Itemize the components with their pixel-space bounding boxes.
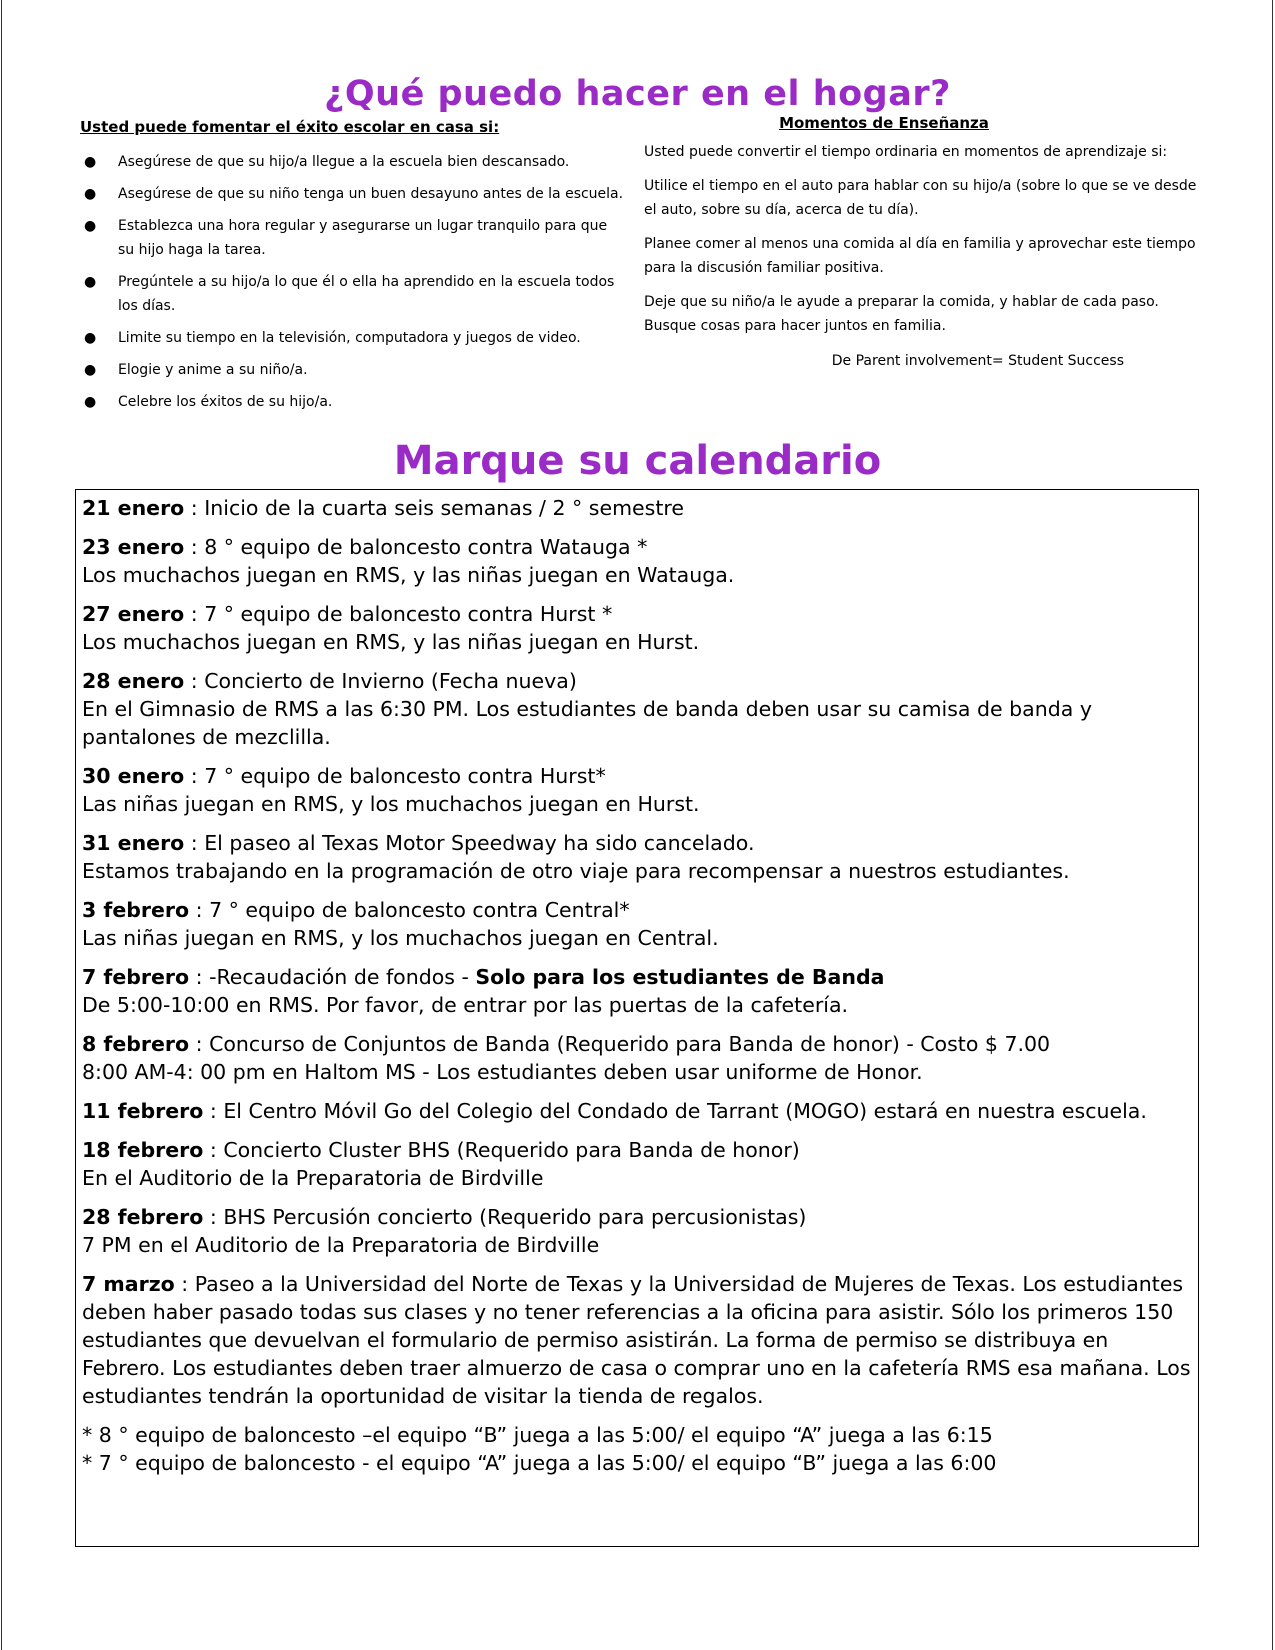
event-text: Paseo a la Universidad del Norte de Texas y la Universidad de Mujeres de Texas. Los estudiantes deben haber pasado todas sus clases y no tener referencias a la oficina para asistir. Sólo los primeros 150 estudiantes que devuelvan el formulario de permiso asistirán. La forma de permiso se distribuya en Febrero. Los estudiantes deben traer almuerzo de casa o comprar uno en la cafetería RMS esa mañana. Los estudiantes tendrán la oportunidad de visitar la tienda de regalos. [82,1272,1191,1408]
tip-item [80,358,625,382]
bullet-icon: ● [84,394,97,410]
event-separator: : [189,1032,210,1056]
calendar-event [82,829,1192,885]
tip-text: Limite su tiempo en la televisión, computadora y juegos de video. [118,330,581,346]
event-text: BHS Percusión concierto (Requerido para percusionistas) [223,1205,807,1229]
event-text: El Centro Móvil Go del Colegio del Condado de Tarrant (MOGO) estará en nuestra escuela. [223,1099,1147,1123]
event-detail: En el Gimnasio de RMS a las 6:30 PM. Los estudiantes de banda deben usar su camisa de banda y pantalones de mezclilla. [82,697,1092,749]
event-separator: : [184,764,205,788]
event-date: 21 enero [82,496,185,520]
event-separator: : [184,602,205,626]
event-detail: 7 PM en el Auditorio de la Preparatoria de Birdville [82,1233,600,1257]
bullet-icon: ● [84,330,97,346]
event-separator: : [203,1205,224,1229]
bullet-icon: ● [84,362,97,378]
event-text: Concierto de Invierno (Fecha nueva) [204,669,577,693]
teaching-moment-paragraph: Planee comer al menos una comida al día en familia y aprovechar este tiempo para la discusión familiar positiva. [644,236,1196,276]
calendar-event [82,667,1192,751]
event-text: 7 ° equipo de baloncesto contra Central* [209,898,630,922]
event-separator: : [189,965,210,989]
event-date: 28 febrero [82,1205,204,1229]
calendar-event [82,533,1192,589]
calendar-event [82,494,1192,522]
event-separator: : [184,831,205,855]
event-separator: : [203,1138,224,1162]
event-separator: : [189,898,210,922]
home-tips-list [80,150,625,414]
event-date: 7 febrero [82,965,190,989]
calendar-event [82,1203,1192,1259]
calendar-box [75,489,1199,1547]
event-separator: : [203,1099,224,1123]
calendar-event [82,1136,1192,1192]
page-title: ¿Qué puedo hacer en el hogar? [324,74,951,114]
event-text: -Recaudación de fondos - [209,965,476,989]
event-date: 11 febrero [82,1099,204,1123]
event-emphasis: Solo para los estudiantes de Banda [475,965,885,989]
event-detail: 8:00 AM-4: 00 pm en Haltom MS - Los estudiantes deben usar uniforme de Honor. [82,1060,923,1084]
event-detail: Estamos trabajando en la programación de otro viaje para recompensar a nuestros estudiantes. [82,859,1070,883]
event-date: 27 enero [82,602,185,626]
event-detail: Las niñas juegan en RMS, y los muchachos juegan en Central. [82,926,719,950]
left-page-edge [1,0,2,1650]
event-separator: : [174,1272,195,1296]
teaching-moments-section [644,114,1204,378]
bullet-icon: ● [84,154,97,170]
source-citation: De Parent involvement= Student Success [831,353,1124,369]
event-text: 8 ° equipo de baloncesto contra Watauga * [204,535,648,559]
event-date: 7 marzo [82,1272,175,1296]
event-text: Inicio de la cuarta seis semanas / 2 ° semestre [204,496,684,520]
bullet-icon: ● [84,186,97,202]
teaching-moments-body [644,140,1204,338]
calendar-event [82,1097,1192,1125]
event-text: 7 ° equipo de baloncesto contra Hurst * [204,602,613,626]
home-tips-heading: Usted puede fomentar el éxito escolar en casa si: [80,118,500,136]
event-separator: : [184,535,205,559]
event-detail: Los muchachos juegan en RMS, y las niñas juegan en Hurst. [82,630,700,654]
tip-item [80,270,625,318]
calendar-event [82,1270,1192,1410]
event-detail: Los muchachos juegan en RMS, y las niñas juegan en Watauga. [82,563,735,587]
teaching-moment-paragraph: Deje que su niño/a le ayude a preparar la comida, y hablar de cada paso. Busque cosas para hacer juntos en familia. [644,294,1159,334]
calendar-event [82,1030,1192,1086]
event-date: 31 enero [82,831,185,855]
event-detail: Las niñas juegan en RMS, y los muchachos juegan en Hurst. [82,792,700,816]
teaching-moment-paragraph: Usted puede convertir el tiempo ordinaria en momentos de aprendizaje si: [644,144,1168,160]
tip-text: Establezca una hora regular y asegurarse un lugar tranquilo para que su hijo haga la tarea. [118,218,608,258]
bullet-icon: ● [84,274,97,290]
event-text: Concierto Cluster BHS (Requerido para Banda de honor) [223,1138,800,1162]
home-tips-section [80,118,625,422]
tip-item [80,214,625,262]
calendar-event [82,963,1192,1019]
calendar-event [82,762,1192,818]
tip-text: Elogie y anime a su niño/a. [118,362,308,378]
calendar-footnotes [82,1421,1192,1477]
teaching-moments-heading: Momentos de Enseñanza [779,114,989,132]
event-separator: : [184,496,205,520]
footnote-line: * 7 ° equipo de baloncesto - el equipo “A” juega a las 5:00/ el equipo “B” juega a las 6:00 [82,1451,997,1475]
event-date: 30 enero [82,764,185,788]
event-text: 7 ° equipo de baloncesto contra Hurst* [204,764,606,788]
footnote-line: * 8 ° equipo de baloncesto –el equipo “B” juega a las 5:00/ el equipo “A” juega a las 6:15 [82,1423,993,1447]
teaching-moment-paragraph: Utilice el tiempo en el auto para hablar con su hijo/a (sobre lo que se ve desde el auto, sobre su día, acerca de tu día). [644,178,1197,218]
tip-item [80,390,625,414]
calendar-event [82,896,1192,952]
calendar-event [82,600,1192,656]
tip-text: Celebre los éxitos de su hijo/a. [118,394,333,410]
event-date: 8 febrero [82,1032,190,1056]
tip-item [80,326,625,350]
bullet-icon: ● [84,218,97,234]
event-date: 3 febrero [82,898,190,922]
event-date: 18 febrero [82,1138,204,1162]
event-separator: : [184,669,205,693]
event-detail: De 5:00-10:00 en RMS. Por favor, de entrar por las puertas de la cafetería. [82,993,849,1017]
event-date: 28 enero [82,669,185,693]
tip-text: Asegúrese de que su niño tenga un buen desayuno antes de la escuela. [118,186,624,202]
right-page-edge [1272,0,1273,1650]
tip-item [80,150,625,174]
event-date: 23 enero [82,535,185,559]
event-text: El paseo al Texas Motor Speedway ha sido cancelado. [204,831,755,855]
calendar-events [82,494,1192,1410]
tip-text: Asegúrese de que su hijo/a llegue a la escuela bien descansado. [118,154,570,170]
tip-text: Pregúntele a su hijo/a lo que él o ella ha aprendido en la escuela todos los días. [118,274,615,314]
tip-item [80,182,625,206]
calendar-title: Marque su calendario [393,438,882,484]
event-text: Concurso de Conjuntos de Banda (Requerido para Banda de honor) - Costo $ 7.00 [209,1032,1051,1056]
event-detail: En el Auditorio de la Preparatoria de Birdville [82,1166,544,1190]
